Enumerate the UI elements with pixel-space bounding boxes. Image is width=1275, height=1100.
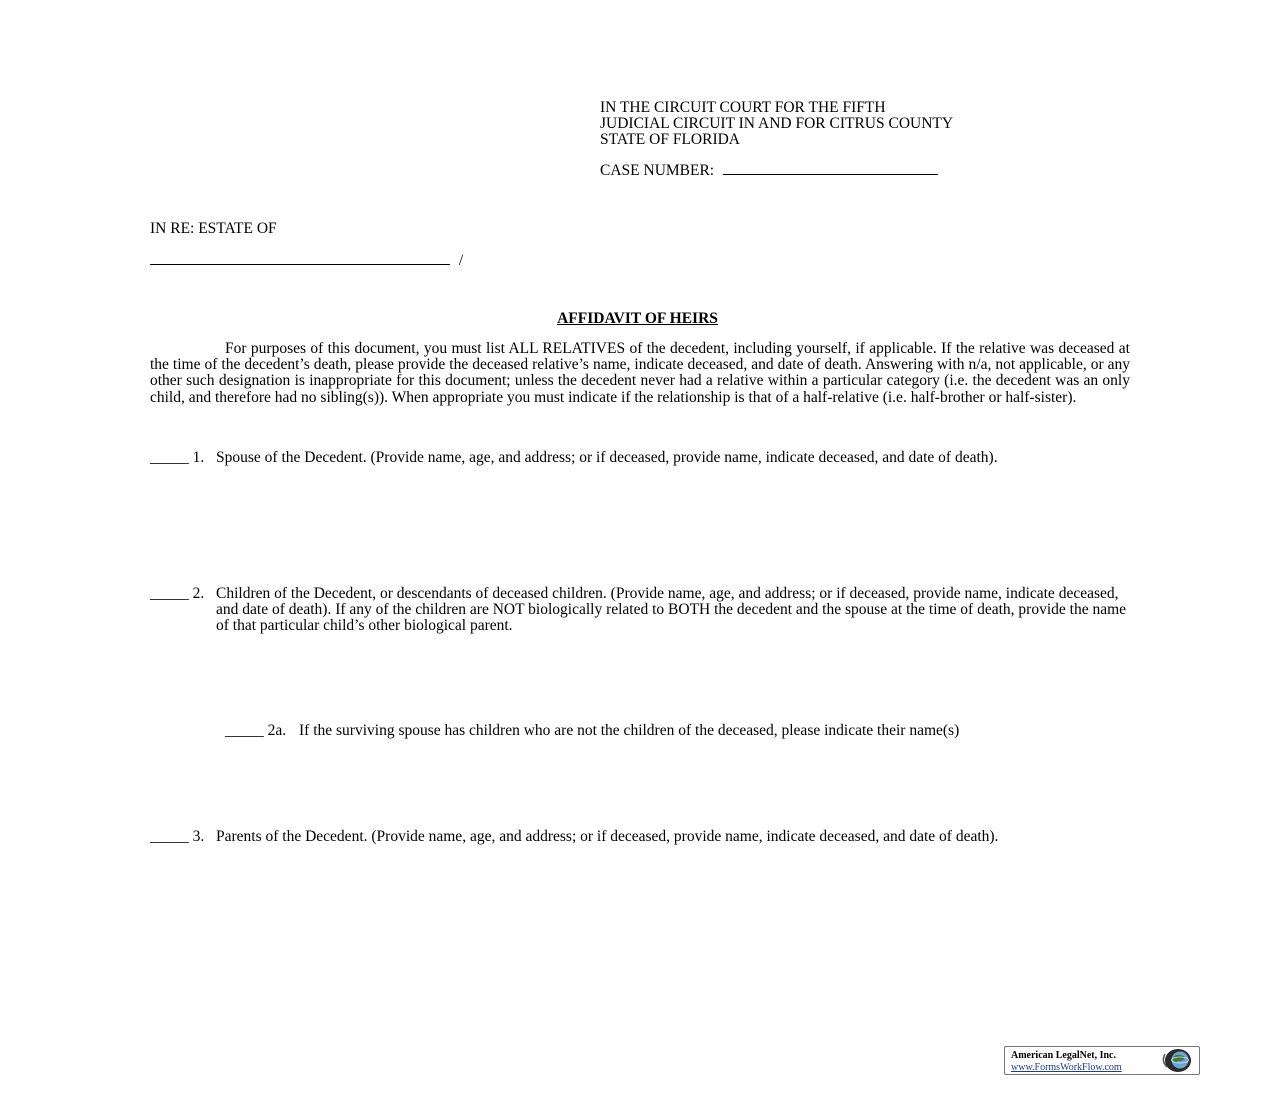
item-blank[interactable]: _____ <box>150 449 189 466</box>
intro-paragraph <box>150 341 1130 406</box>
court-line-2: JUDICIAL CIRCUIT IN AND FOR CITRUS COUNTY <box>600 115 954 133</box>
court-header <box>600 100 1120 149</box>
estate-slash: / <box>458 252 464 269</box>
court-line-1: IN THE CIRCUIT COURT FOR THE FIFTH <box>600 99 886 116</box>
item-blank[interactable]: _____ <box>150 828 189 845</box>
item-number: 3. <box>192 828 205 845</box>
logo-company: American LegalNet, Inc. <box>1011 1050 1116 1061</box>
item-number: 2a. <box>267 722 287 739</box>
item-lead <box>150 586 204 602</box>
item-number: 2. <box>192 585 205 602</box>
logo-url[interactable]: www.FormsWorkFlow.com <box>1011 1062 1122 1073</box>
item-children <box>150 586 1130 635</box>
document-title-text: AFFIDAVIT OF HEIRS <box>557 310 718 327</box>
item-text: If the surviving spouse has children who are not the children of the deceased, please indicate their name(s) <box>299 722 960 739</box>
item-lead <box>150 450 204 466</box>
item-blank[interactable]: _____ <box>225 722 264 739</box>
case-number <box>600 162 938 179</box>
item-number: 1. <box>192 449 205 466</box>
case-number-field[interactable] <box>723 162 938 175</box>
globe-logo-icon <box>1157 1048 1197 1073</box>
document-title <box>150 311 1125 327</box>
item-text: Parents of the Decedent. (Provide name, age, and address; or if deceased, provide name, indicate deceased, and date of death). <box>216 828 999 845</box>
item-blank[interactable]: _____ <box>150 585 189 602</box>
item-text: Children of the Decedent, or descendants of deceased children. (Provide name, age, and address; or if deceased, provide name, indicate deceased, and date of death). If any of the children are NOT biologically related to BOTH the decedent and the spouse at the time of death, provide the name of that particular child’s other biological parent. <box>216 585 1127 635</box>
estate-name-line <box>150 252 463 269</box>
item-lead <box>150 829 204 845</box>
item-parents <box>150 829 1130 845</box>
intro-text: For purposes of this document, you must list ALL RELATIVES of the decedent, including yourself, if applicable. If the relative was deceased at the time of the decedent’s death, please provide the deceased relative’s name, indicate deceased, and date of death. Answering with n/a, not applicable, or any other such designation is inappropriate for this document; unless the decedent never had a relative within a particular category (i.e. the decedent was an only child, and therefore had no sibling(s)). When appropriate you must indicate if the relationship is that of a half-relative (i.e. half-brother or half-sister). <box>150 340 1130 406</box>
estate-label: IN RE: ESTATE OF <box>150 220 277 237</box>
item-spouse <box>150 450 1130 466</box>
estate-name-field[interactable] <box>150 252 450 265</box>
court-line-3: STATE OF FLORIDA <box>600 131 740 149</box>
item-spouse-children <box>225 723 1130 739</box>
case-number-label: CASE NUMBER: <box>600 162 715 179</box>
american-legalnet-logo[interactable] <box>1004 1046 1200 1075</box>
item-lead <box>225 723 286 739</box>
item-text: Spouse of the Decedent. (Provide name, age, and address; or if deceased, provide name, indicate deceased, and date of death). <box>216 449 998 466</box>
